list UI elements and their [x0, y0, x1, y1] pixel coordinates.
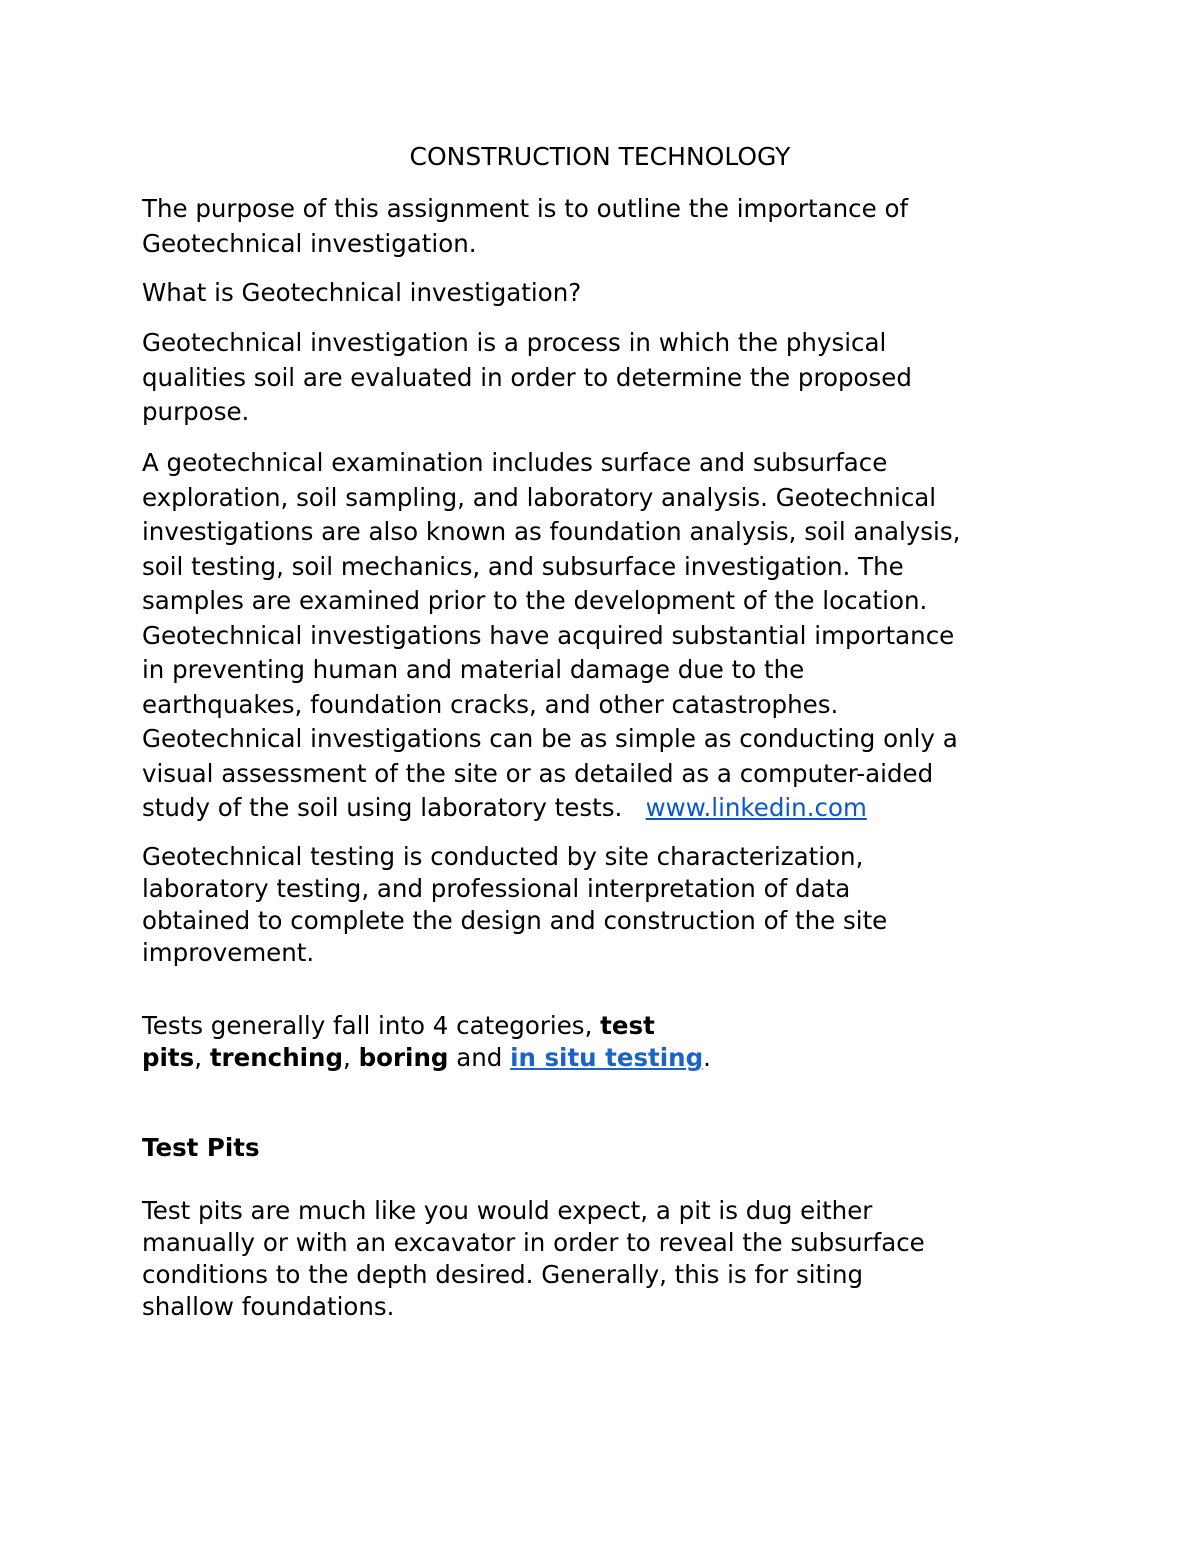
text-line: laboratory testing, and professional interpretation of data: [142, 874, 851, 903]
text-line: improvement.: [142, 938, 315, 967]
categories-paragraph: [142, 1010, 1072, 1074]
text-line: The purpose of this assignment is to outline the importance of: [142, 194, 909, 223]
text-line: samples are examined prior to the development of the location.: [142, 586, 928, 615]
question-paragraph: [142, 276, 1072, 311]
separator: ,: [194, 1043, 210, 1072]
text-line: Geotechnical investigation is a process in which the physical: [142, 328, 887, 357]
period: .: [703, 1043, 711, 1072]
source-link[interactable]: www.linkedin.com: [645, 793, 867, 822]
text-line: in preventing human and material damage due to the: [142, 655, 805, 684]
text-line: shallow foundations.: [142, 1292, 395, 1321]
text-line: study of the soil using laboratory tests.: [142, 793, 623, 822]
text-line: exploration, soil sampling, and laboratory analysis. Geotechnical: [142, 482, 937, 512]
intro-paragraph: [142, 192, 1072, 261]
text-line: [142, 1042, 1072, 1074]
question-text: What is Geotechnical investigation?: [142, 278, 582, 307]
definition-paragraph: [142, 326, 1072, 430]
text-line: soil testing, soil mechanics, and subsurface investigation. The: [142, 551, 904, 581]
text-line: Geotechnical investigation.: [142, 228, 477, 258]
conjunction: and: [448, 1043, 511, 1072]
text-line: purpose.: [142, 397, 250, 426]
text-line: Geotechnical investigations can be as simple as conducting only a: [142, 724, 958, 753]
test-pits-paragraph: [142, 1195, 1072, 1323]
category-trenching: trenching: [209, 1043, 344, 1072]
section-heading-test-pits: Test Pits: [142, 1133, 260, 1162]
category-test: test: [600, 1011, 655, 1040]
text-line: Test pits are much like you would expect, a pit is dug either: [142, 1196, 873, 1225]
in-situ-testing-link[interactable]: in situ testing: [510, 1043, 704, 1072]
separator: ,: [343, 1043, 359, 1072]
category-boring: boring: [358, 1043, 449, 1072]
text-line: qualities soil are evaluated in order to determine the proposed: [142, 362, 912, 392]
text-line: A geotechnical examination includes surface and subsurface: [142, 448, 888, 477]
text-line: conditions to the depth desired. Generally, this is for siting: [142, 1260, 864, 1289]
category-pits: pits: [142, 1043, 195, 1072]
testing-paragraph: [142, 841, 1072, 969]
body-paragraph: [142, 446, 1072, 826]
text-line: manually or with an excavator in order to reveal the subsurface: [142, 1228, 925, 1257]
text-line: Geotechnical investigations have acquired substantial importance: [142, 620, 955, 650]
text-line: obtained to complete the design and construction of the site: [142, 906, 888, 935]
categories-lead: Tests generally fall into 4 categories,: [142, 1011, 601, 1040]
document-title: CONSTRUCTION TECHNOLOGY: [409, 142, 791, 171]
text-line-with-link: [142, 791, 1072, 826]
text-line: earthquakes, foundation cracks, and other catastrophes.: [142, 689, 839, 719]
text-line: Geotechnical testing is conducted by site characterization,: [142, 842, 864, 871]
text-line: investigations are also known as foundation analysis, soil analysis,: [142, 517, 961, 546]
text-line: visual assessment of the site or as detailed as a computer-aided: [142, 758, 934, 788]
text-line: [142, 1010, 1072, 1042]
